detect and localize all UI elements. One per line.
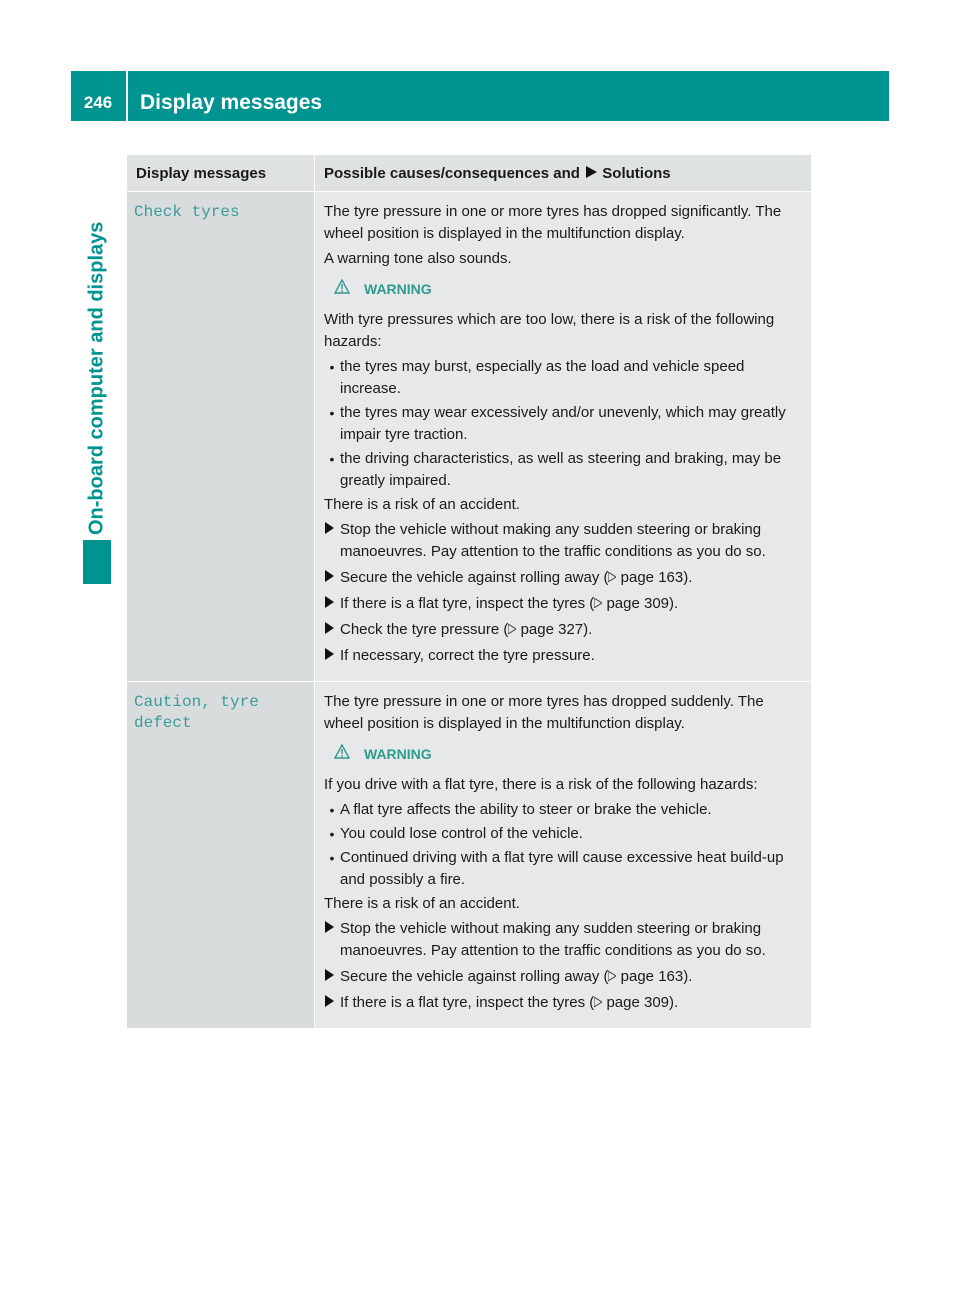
action-text: If there is a flat tyre, inspect the tyres ( page 309). bbox=[340, 595, 679, 612]
risk-text: There is a risk of an accident. bbox=[324, 895, 520, 912]
action-step bbox=[324, 519, 807, 563]
warning-heading bbox=[334, 743, 807, 765]
intro-text: A warning tone also sounds. bbox=[324, 250, 512, 267]
action-arrow-icon bbox=[324, 567, 340, 589]
page-ref-link[interactable]: page 163). bbox=[616, 569, 693, 586]
warning-text: If you drive with a flat tyre, there is a risk of the following hazards: bbox=[324, 776, 758, 793]
action-text: If there is a flat tyre, inspect the tyres ( page 309). bbox=[340, 994, 679, 1011]
action-step bbox=[324, 918, 807, 962]
display-message-text: Caution, tyre bbox=[134, 693, 259, 711]
bullet-marker: • bbox=[329, 826, 335, 842]
hazard-text: You could lose control of the vehicle. bbox=[340, 825, 583, 842]
action-arrow-icon bbox=[324, 519, 340, 563]
warning-triangle-icon bbox=[334, 743, 364, 765]
side-tab-marker bbox=[83, 540, 111, 584]
action-arrow-icon bbox=[324, 992, 340, 1014]
bullet-marker: • bbox=[329, 850, 335, 866]
table-row bbox=[127, 191, 811, 681]
hazard-bullet bbox=[324, 799, 807, 821]
hazard-bullet bbox=[324, 402, 807, 446]
page-number: 246 bbox=[83, 93, 113, 112]
action-arrow-icon bbox=[324, 966, 340, 988]
col-header-causes-text: Possible causes/consequences and bbox=[324, 165, 580, 182]
action-text: Stop the vehicle without making any sudden steering or braking manoeuvres. Pay attention to the traffic conditions as you do so. bbox=[340, 521, 766, 560]
play-arrow-icon bbox=[584, 165, 598, 182]
hazard-text: the tyres may burst, especially as the load and vehicle speed increase. bbox=[340, 358, 745, 397]
hazard-bullet bbox=[324, 823, 807, 845]
col-header-solutions-text: Solutions bbox=[602, 165, 671, 182]
action-text: Stop the vehicle without making any sudden steering or braking manoeuvres. Pay attention to the traffic conditions as you do so. bbox=[340, 920, 766, 959]
action-arrow-icon bbox=[324, 918, 340, 962]
action-step bbox=[324, 567, 807, 589]
intro-text: The tyre pressure in one or more tyres has dropped significantly. The wheel position is displayed in the multifunction display. bbox=[324, 203, 782, 242]
page-ref-link[interactable]: page 309). bbox=[602, 994, 679, 1011]
warning-label: WARNING bbox=[364, 746, 432, 762]
hazard-text: A flat tyre affects the ability to steer or brake the vehicle. bbox=[340, 801, 712, 818]
table-header bbox=[127, 155, 811, 191]
action-text: Secure the vehicle against rolling away ( page 163). bbox=[340, 968, 693, 985]
display-message-text-cont: defect bbox=[134, 714, 192, 732]
action-arrow-icon bbox=[324, 593, 340, 615]
action-arrow-icon bbox=[324, 619, 340, 641]
warning-triangle-icon bbox=[334, 278, 364, 300]
hazard-bullet bbox=[324, 847, 807, 891]
action-arrow-icon bbox=[324, 645, 340, 667]
warning-text: With tyre pressures which are too low, there is a risk of the following hazards: bbox=[324, 311, 775, 350]
bullet-marker: • bbox=[329, 802, 335, 818]
warning-heading bbox=[334, 278, 807, 300]
intro-text: The tyre pressure in one or more tyres has dropped suddenly. The wheel position is displayed in the multifunction display. bbox=[324, 693, 764, 732]
causes-cell bbox=[314, 682, 811, 1028]
hazard-text: the tyres may wear excessively and/or unevenly, which may greatly impair tyre traction. bbox=[340, 404, 786, 443]
hazard-text: the driving characteristics, as well as steering and braking, may be greatly impaired. bbox=[340, 450, 782, 489]
bullet-marker: • bbox=[329, 359, 335, 375]
action-step bbox=[324, 593, 807, 615]
action-step bbox=[324, 645, 807, 667]
action-text: If necessary, correct the tyre pressure. bbox=[340, 647, 595, 664]
causes-cell bbox=[314, 192, 811, 681]
action-step bbox=[324, 992, 807, 1014]
action-step bbox=[324, 966, 807, 988]
bullet-marker: • bbox=[329, 451, 335, 467]
hazard-bullet bbox=[324, 356, 807, 400]
bullet-marker: • bbox=[329, 405, 335, 421]
table-row bbox=[127, 681, 811, 1028]
page-ref-link[interactable]: page 163). bbox=[616, 968, 693, 985]
message-cell bbox=[127, 682, 314, 1028]
hazard-text: Continued driving with a flat tyre will cause excessive heat build-up and possibly a fire. bbox=[340, 849, 784, 888]
display-message-text: Check tyres bbox=[134, 203, 240, 221]
warning-label: WARNING bbox=[364, 281, 432, 297]
table-body bbox=[127, 191, 811, 1028]
col-header-causes bbox=[314, 155, 811, 191]
action-text: Check the tyre pressure ( page 327). bbox=[340, 621, 593, 638]
page-title: Display messages bbox=[140, 91, 323, 114]
action-text: Secure the vehicle against rolling away ( page 163). bbox=[340, 569, 693, 586]
risk-text: There is a risk of an accident. bbox=[324, 496, 520, 513]
message-cell bbox=[127, 192, 314, 681]
hazard-bullet bbox=[324, 448, 807, 492]
side-tab-label: On-board computer and displays bbox=[85, 221, 108, 535]
display-messages-table bbox=[127, 155, 811, 1028]
page-ref-link[interactable]: page 309). bbox=[602, 595, 679, 612]
col-header-messages: Display messages bbox=[136, 165, 267, 182]
page-ref-link[interactable]: page 327). bbox=[516, 621, 593, 638]
action-step bbox=[324, 619, 807, 641]
header-divider bbox=[126, 71, 128, 121]
